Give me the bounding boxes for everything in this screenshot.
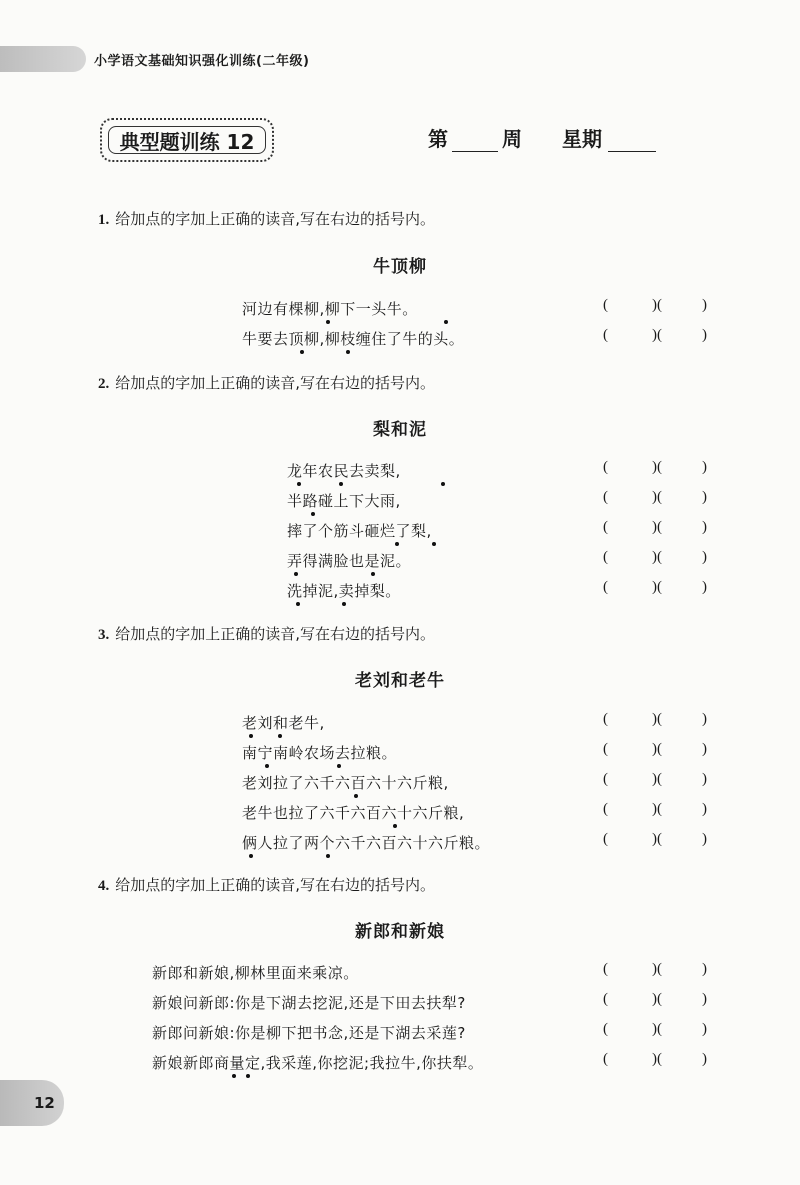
answer-bracket-open[interactable]: ( <box>603 459 608 475</box>
emphasis-dot <box>326 320 330 324</box>
emphasis-dot <box>432 542 436 546</box>
emphasis-dot <box>444 320 448 324</box>
answer-bracket-middle[interactable]: )( <box>652 549 662 565</box>
answer-bracket-middle[interactable]: )( <box>652 327 662 343</box>
answer-bracket-open[interactable]: ( <box>603 771 608 787</box>
section-3-instruction <box>98 623 435 644</box>
emphasis-dot <box>246 1074 250 1078</box>
answer-bracket-open[interactable]: ( <box>603 1021 608 1037</box>
emphasis-dot <box>441 482 445 486</box>
emphasis-dot <box>337 764 341 768</box>
answer-bracket-open[interactable]: ( <box>603 961 608 977</box>
poem-1-line-2: 牛要去顶柳,柳枝缠住了牛的头。 <box>242 330 465 348</box>
answer-bracket-middle[interactable]: )( <box>652 459 662 475</box>
answer-bracket-middle[interactable]: )( <box>652 801 662 817</box>
answer-bracket-close[interactable]: ) <box>702 549 707 565</box>
answer-bracket-close[interactable]: ) <box>702 741 707 757</box>
answer-bracket-open[interactable]: ( <box>603 711 608 727</box>
book-title: 小学语文基础知识强化训练(二年级) <box>94 54 310 69</box>
poem-2-line-2: 半路碰上下大雨, <box>287 492 401 510</box>
emphasis-dot <box>297 482 301 486</box>
poem-1-line-1: 河边有棵柳,柳下一头牛。 <box>242 300 418 318</box>
week-blank <box>452 151 498 152</box>
answer-bracket-middle[interactable]: )( <box>652 579 662 595</box>
poem-4-line-1: 新郎和新娘,柳林里面来乘凉。 <box>152 964 359 982</box>
answer-bracket-close[interactable]: ) <box>702 711 707 727</box>
answer-bracket-close[interactable]: ) <box>702 327 707 343</box>
emphasis-dot <box>232 1074 236 1078</box>
emphasis-dot <box>294 572 298 576</box>
poem-1-title: 牛顶柳 <box>373 257 427 277</box>
poem-4-title: 新郎和新娘 <box>355 922 445 942</box>
page-number: 12 <box>34 1094 55 1112</box>
answer-bracket-close[interactable]: ) <box>702 489 707 505</box>
answer-bracket-open[interactable]: ( <box>603 1051 608 1067</box>
answer-bracket-middle[interactable]: )( <box>652 711 662 727</box>
answer-bracket-open[interactable]: ( <box>603 549 608 565</box>
emphasis-dot <box>339 482 343 486</box>
poem-3-line-4: 老牛也拉了六千六百六十六斤粮, <box>242 804 465 822</box>
emphasis-dot <box>395 542 399 546</box>
emphasis-dot <box>326 854 330 858</box>
section-4-text: 给加点的字加上正确的读音,写在右边的括号内。 <box>115 876 436 894</box>
answer-bracket-middle[interactable]: )( <box>652 489 662 505</box>
answer-bracket-open[interactable]: ( <box>603 297 608 313</box>
poem-4-line-4: 新娘新郎商量定,我采莲,你挖泥;我拉牛,你扶犁。 <box>152 1054 484 1072</box>
answer-bracket-close[interactable]: ) <box>702 961 707 977</box>
answer-bracket-middle[interactable]: )( <box>652 831 662 847</box>
poem-3-title: 老刘和老牛 <box>355 671 445 691</box>
answer-bracket-close[interactable]: ) <box>702 459 707 475</box>
answer-bracket-middle[interactable]: )( <box>652 519 662 535</box>
exercise-title: 典型题训练 12 <box>108 126 266 154</box>
emphasis-dot <box>342 602 346 606</box>
poem-3-line-2: 南宁南岭农场去拉粮。 <box>242 744 398 762</box>
answer-bracket-open[interactable]: ( <box>603 741 608 757</box>
answer-bracket-open[interactable]: ( <box>603 519 608 535</box>
section-2-text: 给加点的字加上正确的读音,写在右边的括号内。 <box>115 374 436 392</box>
weekday-label: 星期 <box>562 127 602 151</box>
emphasis-dot <box>278 734 282 738</box>
answer-bracket-open[interactable]: ( <box>603 831 608 847</box>
answer-bracket-middle[interactable]: )( <box>652 1051 662 1067</box>
answer-bracket-close[interactable]: ) <box>702 519 707 535</box>
answer-bracket-close[interactable]: ) <box>702 1021 707 1037</box>
answer-bracket-middle[interactable]: )( <box>652 297 662 313</box>
answer-bracket-open[interactable]: ( <box>603 327 608 343</box>
answer-bracket-close[interactable]: ) <box>702 771 707 787</box>
answer-bracket-middle[interactable]: )( <box>652 771 662 787</box>
answer-bracket-open[interactable]: ( <box>603 489 608 505</box>
section-1-instruction <box>98 208 435 229</box>
emphasis-dot <box>296 602 300 606</box>
answer-bracket-open[interactable]: ( <box>603 801 608 817</box>
answer-bracket-close[interactable]: ) <box>702 991 707 1007</box>
section-3-number: 3. <box>98 627 110 643</box>
emphasis-dot <box>249 854 253 858</box>
emphasis-dot <box>371 572 375 576</box>
section-3-text: 给加点的字加上正确的读音,写在右边的括号内。 <box>115 625 436 643</box>
poem-2-line-1: 龙年农民去卖梨, <box>287 462 401 480</box>
weekday-blank <box>608 151 656 152</box>
poem-2-title: 梨和泥 <box>373 420 427 440</box>
exercise-badge <box>100 118 274 162</box>
answer-bracket-close[interactable]: ) <box>702 1051 707 1067</box>
week-prefix: 第 <box>428 127 448 151</box>
header-tab <box>0 46 86 72</box>
emphasis-dot <box>265 764 269 768</box>
emphasis-dot <box>346 350 350 354</box>
answer-bracket-close[interactable]: ) <box>702 297 707 313</box>
week-suffix: 周 <box>502 127 522 151</box>
section-4-instruction <box>98 874 435 895</box>
section-1-text: 给加点的字加上正确的读音,写在右边的括号内。 <box>115 210 436 228</box>
section-4-number: 4. <box>98 878 110 894</box>
section-1-number: 1. <box>98 212 110 228</box>
emphasis-dot <box>300 350 304 354</box>
answer-bracket-close[interactable]: ) <box>702 579 707 595</box>
answer-bracket-close[interactable]: ) <box>702 801 707 817</box>
answer-bracket-middle[interactable]: )( <box>652 991 662 1007</box>
section-2-number: 2. <box>98 376 110 392</box>
poem-2-line-3: 摔了个筋斗砸烂了梨, <box>287 522 432 540</box>
poem-3-line-1: 老刘和老牛, <box>242 714 325 732</box>
emphasis-dot <box>311 512 315 516</box>
poem-4-line-2: 新娘问新郎:你是下湖去挖泥,还是下田去扶犁? <box>152 994 466 1012</box>
emphasis-dot <box>393 824 397 828</box>
answer-bracket-middle[interactable]: )( <box>652 961 662 977</box>
poem-4-line-3: 新郎问新娘:你是柳下把书念,还是下湖去采莲? <box>152 1024 466 1042</box>
answer-bracket-middle[interactable]: )( <box>652 741 662 757</box>
answer-bracket-open[interactable]: ( <box>603 991 608 1007</box>
emphasis-dot <box>354 794 358 798</box>
poem-3-line-3: 老刘拉了六千六百六十六斤粮, <box>242 774 449 792</box>
answer-bracket-middle[interactable]: )( <box>652 1021 662 1037</box>
answer-bracket-close[interactable]: ) <box>702 831 707 847</box>
answer-bracket-open[interactable]: ( <box>603 579 608 595</box>
section-2-instruction <box>98 372 435 393</box>
poem-2-line-4: 弄得满脸也是泥。 <box>287 552 412 570</box>
poem-3-line-5: 俩人拉了两个六千六百六十六斤粮。 <box>242 834 491 852</box>
poem-2-line-5: 洗掉泥,卖掉梨。 <box>287 582 401 600</box>
emphasis-dot <box>249 734 253 738</box>
